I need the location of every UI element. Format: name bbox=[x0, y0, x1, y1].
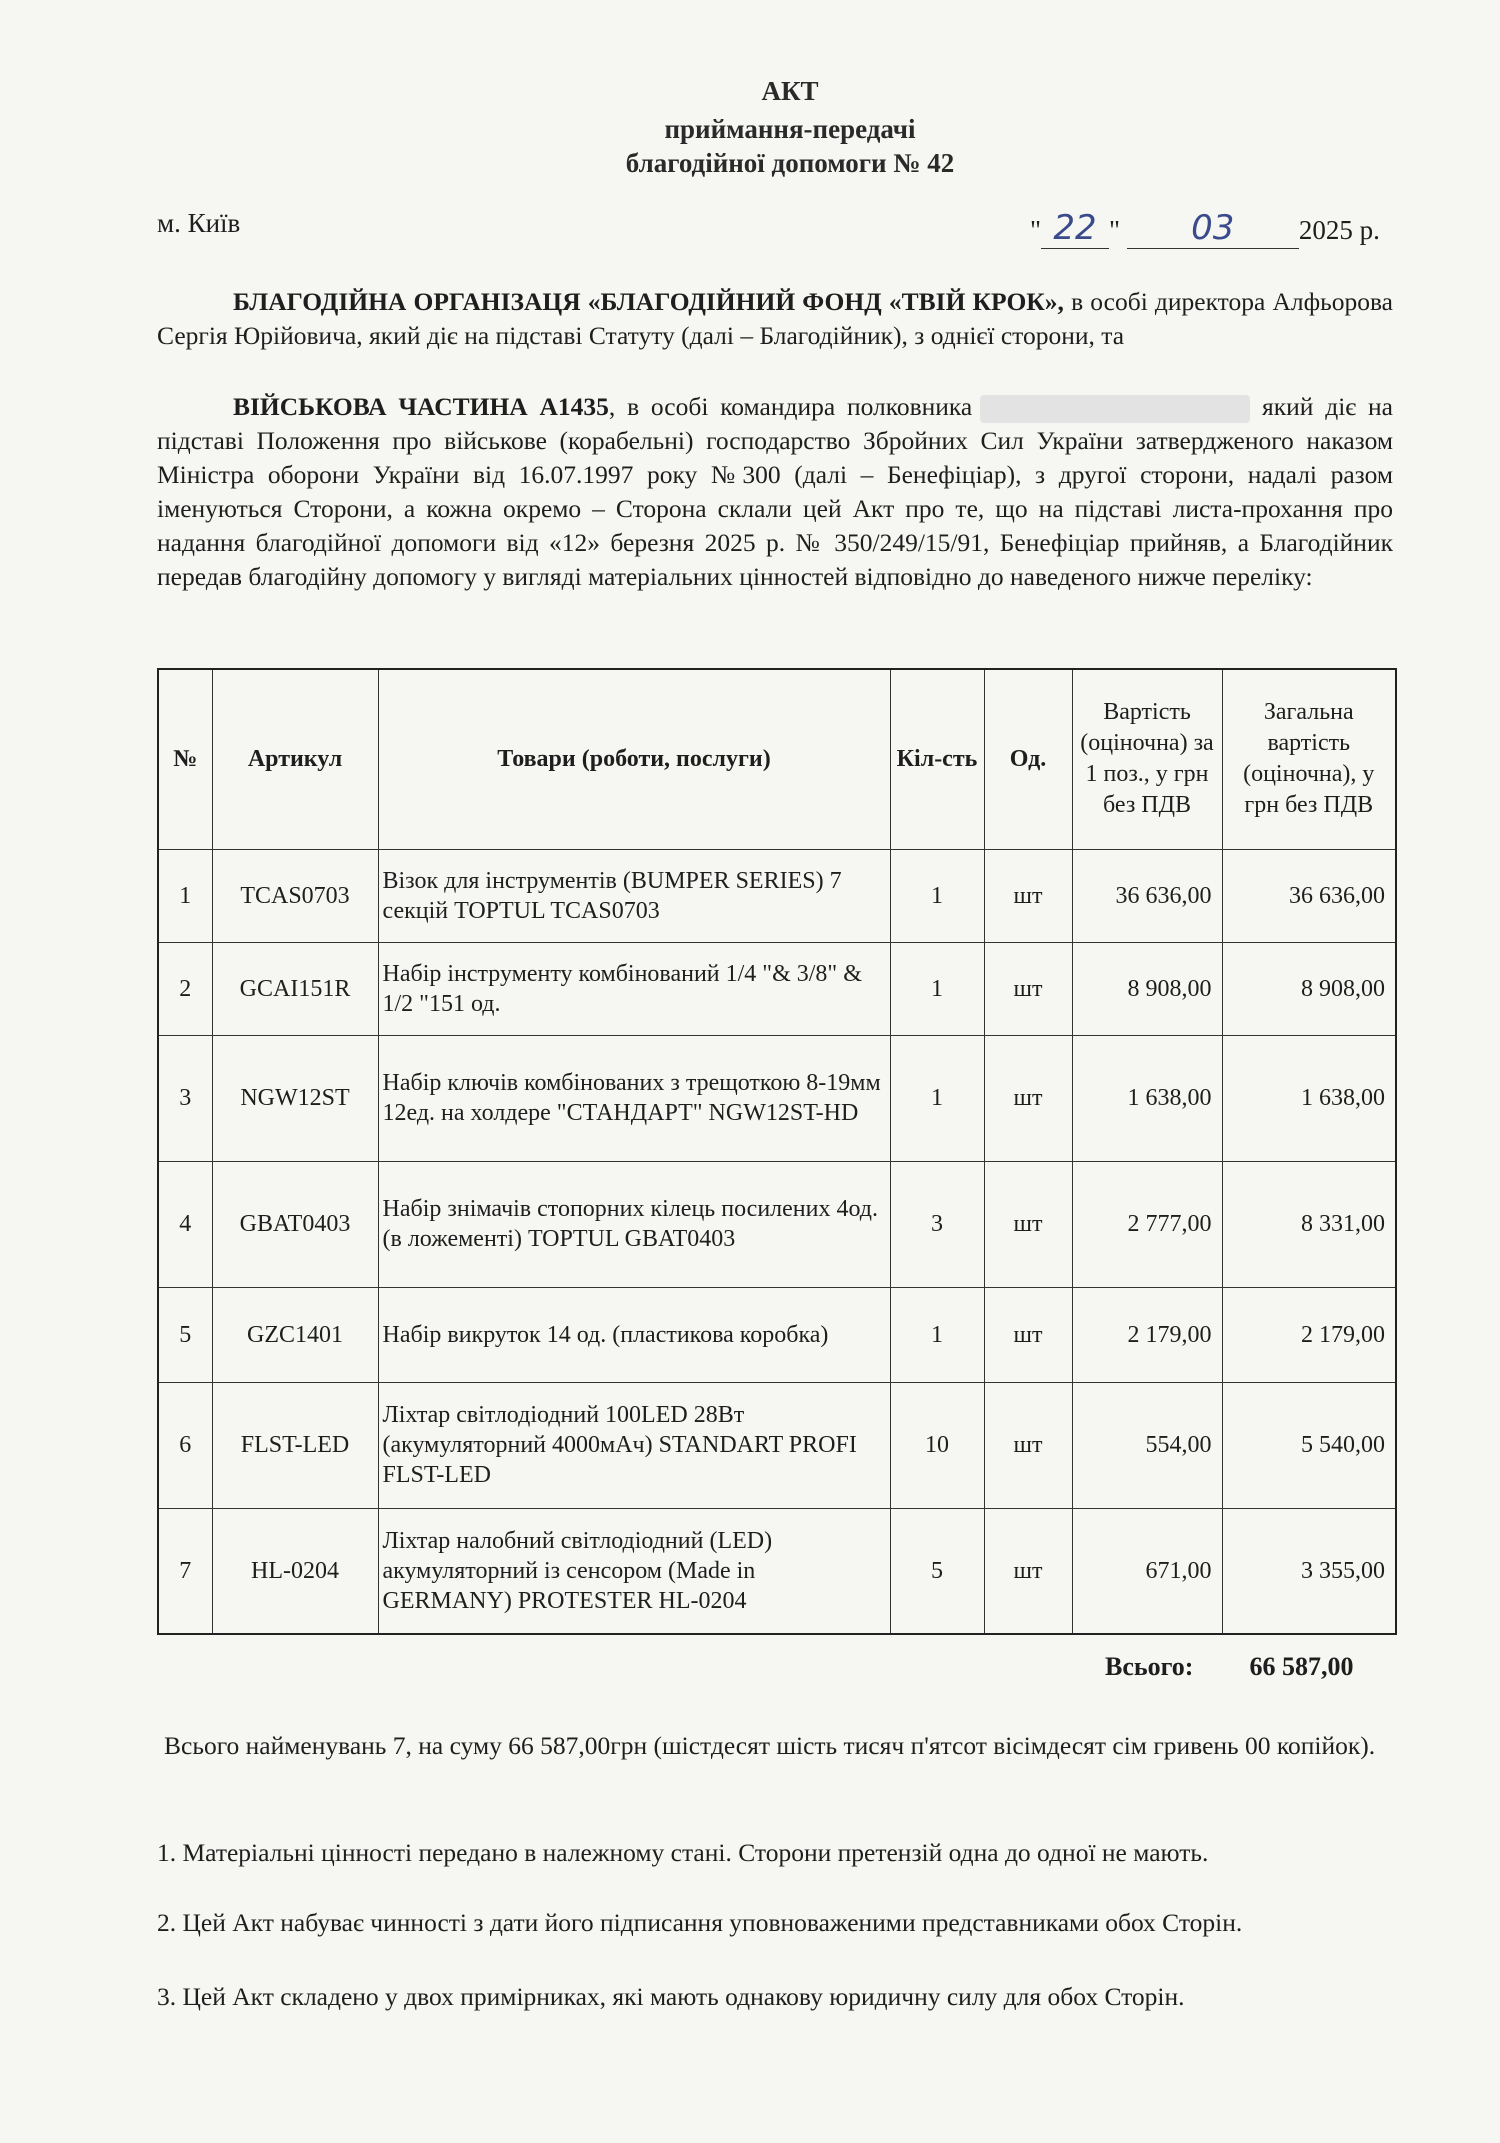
header-unit: Од. bbox=[984, 669, 1072, 849]
total-value: 66 587,00 bbox=[1249, 1652, 1354, 1681]
cell-num: 2 bbox=[158, 942, 212, 1035]
document-date: " 22 " 03 2025 р. bbox=[1030, 208, 1380, 248]
cell-article: GZC1401 bbox=[212, 1287, 378, 1382]
document-subtitle-number: благодійної допомоги № 42 bbox=[625, 148, 955, 178]
cell-total: 2 179,00 bbox=[1222, 1287, 1396, 1382]
beneficiary-text-2: який діє на підставі Положення про військове (корабельні) господарство Збройних Сил України затвердженого наказом Міністра оборони України від 16.07.1997 року №300 (далі – Бенефіціар), з другої сторони, надалі разом іменуються Сторони, а кожна окремо – Сторона склали цей Акт про те, що на підставі листа-прохання про надання благодійної допомоги від «12» березня 2025 р. № 350/249/15/91, Бенефіціар прийняв, а Благодійник передав благодійну допомогу у вигляді матеріальних цінностей відповідно до наведеного нижче переліку: bbox=[157, 392, 1393, 591]
cell-article: GBAT0403 bbox=[212, 1161, 378, 1287]
cell-name: Ліхтар світлодіодний 100LED 28Вт (акумуляторний 4000мАч) STANDART PROFI FLST-LED bbox=[378, 1382, 890, 1508]
cell-name: Ліхтар налобний світлодіодний (LED) акумуляторний із сенсором (Made in GERMANY) PROTESTER HL-0204 bbox=[378, 1508, 890, 1634]
cell-price: 2 179,00 bbox=[1072, 1287, 1222, 1382]
cell-num: 6 bbox=[158, 1382, 212, 1508]
table-total bbox=[1105, 1652, 1353, 1682]
cell-total: 8 908,00 bbox=[1222, 942, 1396, 1035]
donor-name: БЛАГОДІЙНА ОРГАНІЗАЦЯ «БЛАГОДІЙНИЙ ФОНД «ТВІЙ КРОК», bbox=[233, 287, 1064, 316]
header-num: № bbox=[158, 669, 212, 849]
date-month: 03 bbox=[1127, 208, 1299, 249]
cell-price: 36 636,00 bbox=[1072, 849, 1222, 942]
donor-text: в особі директора Алфьорова Сергія Юрійовича, який діє на підставі Статуту (далі – Благодійник), з однієї сторони, та bbox=[157, 287, 1394, 350]
cell-qty: 1 bbox=[890, 1036, 984, 1162]
cell-name: Набір викруток 14 од. (пластикова коробка) bbox=[378, 1287, 890, 1382]
header-qty: Кіл-сть bbox=[890, 669, 984, 849]
cell-unit: шт bbox=[984, 849, 1072, 942]
cell-total: 1 638,00 bbox=[1222, 1036, 1396, 1162]
cell-num: 5 bbox=[158, 1287, 212, 1382]
document-subtitle: приймання-передачі bbox=[664, 114, 916, 144]
cell-unit: шт bbox=[984, 1161, 1072, 1287]
cell-article: TCAS0703 bbox=[212, 849, 378, 942]
date-day: 22 bbox=[1041, 208, 1109, 249]
cell-unit: шт bbox=[984, 1382, 1072, 1508]
cell-qty: 1 bbox=[890, 1287, 984, 1382]
city: м. Київ bbox=[157, 208, 241, 238]
cell-name: Набір знімачів стопорних кілець посилених 4од. (в ложементі) TOPTUL GBAT0403 bbox=[378, 1161, 890, 1287]
cell-price: 554,00 bbox=[1072, 1382, 1222, 1508]
header-article: Артикул bbox=[212, 669, 378, 849]
cell-qty: 10 bbox=[890, 1382, 984, 1508]
cell-name: Набір ключів комбінованих з трещоткою 8-19мм 12ед. на холдере "СТАНДАРТ" NGW12ST-HD bbox=[378, 1036, 890, 1162]
beneficiary-name: ВІЙСЬКОВА ЧАСТИНА А1435 bbox=[233, 392, 609, 421]
intro-paragraph-donor bbox=[157, 285, 1393, 353]
table-row bbox=[158, 942, 1396, 1035]
beneficiary-text-1: , в особі командира полковника bbox=[608, 392, 973, 421]
clause-2: 2. Цей Акт набуває чинності з дати його підписання уповноваженими представниками обох Сторін. bbox=[157, 1908, 1243, 1937]
cell-unit: шт bbox=[984, 942, 1072, 1035]
table-row bbox=[158, 849, 1396, 942]
cell-article: NGW12ST bbox=[212, 1036, 378, 1162]
cell-price: 671,00 bbox=[1072, 1508, 1222, 1634]
clause-1: 1. Матеріальні цінності передано в належному стані. Сторони претензій одна до одної не мають. bbox=[157, 1838, 1209, 1867]
clause-3: 3. Цей Акт складено у двох примірниках, які мають однакову юридичну силу для обох Сторін. bbox=[157, 1982, 1185, 2011]
cell-article: HL-0204 bbox=[212, 1508, 378, 1634]
intro-paragraph-beneficiary bbox=[157, 390, 1393, 594]
redacted-name bbox=[980, 395, 1250, 423]
cell-unit: шт bbox=[984, 1508, 1072, 1634]
cell-unit: шт bbox=[984, 1287, 1072, 1382]
cell-qty: 5 bbox=[890, 1508, 984, 1634]
table-row bbox=[158, 1382, 1396, 1508]
cell-total: 5 540,00 bbox=[1222, 1382, 1396, 1508]
header-total: Загальна вартість (оціночна), у грн без ПДВ bbox=[1222, 669, 1396, 849]
cell-qty: 1 bbox=[890, 942, 984, 1035]
cell-price: 2 777,00 bbox=[1072, 1161, 1222, 1287]
table-row bbox=[158, 1508, 1396, 1634]
cell-qty: 3 bbox=[890, 1161, 984, 1287]
cell-price: 8 908,00 bbox=[1072, 942, 1222, 1035]
cell-article: FLST-LED bbox=[212, 1382, 378, 1508]
header-price: Вартість (оціночна) за 1 поз., у грн без ПДВ bbox=[1072, 669, 1222, 849]
summary-text: Всього найменувань 7, на суму 66 587,00грн (шістдесят шість тисяч п'ятсот вісімдесят сім гривень 00 копійок). bbox=[164, 1731, 1376, 1760]
cell-unit: шт bbox=[984, 1036, 1072, 1162]
date-year: 2025 р. bbox=[1298, 215, 1380, 245]
header-goods: Товари (роботи, послуги) bbox=[378, 669, 890, 849]
table-header-row bbox=[158, 669, 1396, 849]
cell-num: 4 bbox=[158, 1161, 212, 1287]
cell-article: GCAI151R bbox=[212, 942, 378, 1035]
cell-price: 1 638,00 bbox=[1072, 1036, 1222, 1162]
cell-num: 7 bbox=[158, 1508, 212, 1634]
table-row bbox=[158, 1161, 1396, 1287]
cell-name: Візок для інструментів (BUMPER SERIES) 7 секцій TOPTUL TCAS0703 bbox=[378, 849, 890, 942]
cell-total: 36 636,00 bbox=[1222, 849, 1396, 942]
table-row bbox=[158, 1287, 1396, 1382]
total-label: Всього: bbox=[1105, 1652, 1194, 1681]
document-title: АКТ bbox=[761, 76, 819, 106]
cell-qty: 1 bbox=[890, 849, 984, 942]
cell-total: 8 331,00 bbox=[1222, 1161, 1396, 1287]
cell-num: 3 bbox=[158, 1036, 212, 1162]
cell-total: 3 355,00 bbox=[1222, 1508, 1396, 1634]
cell-name: Набір інструменту комбінований 1/4 "& 3/8" & 1/2 "151 од. bbox=[378, 942, 890, 1035]
goods-table bbox=[157, 668, 1397, 1635]
table-row bbox=[158, 1036, 1396, 1162]
cell-num: 1 bbox=[158, 849, 212, 942]
